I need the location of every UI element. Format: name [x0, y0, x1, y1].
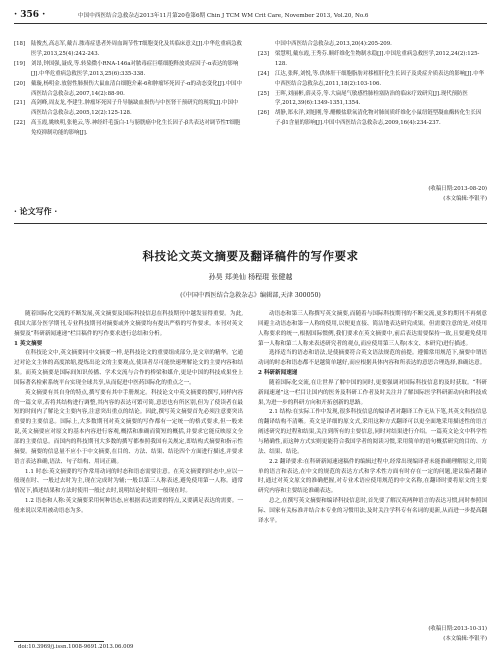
section-heading: 2 科研新闻速递: [258, 370, 298, 377]
body-received-date: (收稿日期:2013-10-31): [428, 626, 487, 632]
reference-item: [14, 99, 243, 119]
affiliation: (《中国中西医结合急救杂志》编辑部,天津 300050): [180, 292, 321, 299]
reference-number: [18]: [14, 41, 26, 47]
body-paragraph: 在科技论文中,英文摘要同中文摘要一样,是科技论文的重要组成部分,是文章的精华。它通过对论文主体的高度浓缩,提炼出论文的主要观点,使读者尽可能快速理解论文的主要内容和结果。而英文摘要是国际间知识传播、学术交流与合作的桥梁和媒介,更是中国的科技成果登上国际著名检索系统平台实现全球共享,从而促进中医药国际化的重点之一。: [14, 350, 243, 386]
reference-item: [258, 50, 487, 70]
body-paragraph: 动语态和第三人称撰写英文摘要,而随着与国际科技期刊的不断交流,更多的期刊不再刻意回避主动语态和第一人称的使用,以便更直接、简洁地表达研究成果。但需要注意的是,对使用人称要求的统一,根据国际惯例,我们要求在英文摘要中,前后表达需要保持一致,且要避免使用第一人称和第二人称来表述研究者的观点,而应使用第三人称(本文、本研究)进行描述。: [258, 311, 487, 347]
body-paragraph: 1.1 时态:英文摘要的写作常用动词的时态和语态需要注意。在英文摘要的时态中,应以一般现在时、一般过去时为主,现在完成时为辅;一般以第三人称表述,避免使用第一人称。通常情况下,描述结果和方法时使用一般过去时,说明结论时使用一般现在时。: [14, 468, 243, 495]
authors: 孙昊 郑美仙 杨程琨 张健越: [208, 273, 293, 281]
body-paragraph: 英文摘要有其自身的特点,撰写要有其中手册规定。科技论文中英文摘要的撰写,同样内容的一篇文章,若将其结构进行调整,其内容的表达可繁可简,意思也有所区别,但为了使读者在最短的时间内了解论文主要内容,注意突出重点的结论。因此,撰写英文摘要首先必须注意要突出重要的主要信息。国际上,大多数期刊对英文摘要的写作都有一定统一的格式要求,但一般来说,英文摘要应对原文的基本内容进行客观,概括和准确而简短的概括,并要求它能反映原文全部的主要信息。而国内的科技期刊大多数的撰写都参照我国有关规定,即结构式摘要和指示性摘要。摘要的信息量不应小于中文摘要,在目的、方法、结果、结论四个方面进行描述,并要求语言表达准确,语法、句子结构、用词正确。: [14, 389, 243, 465]
reference-text: 高玉霞,姚映明,张艳云,等.神经纤毛蛋白-1与膀胱癌中化生长因子-β共表达对调节性T细胞免疫抑制功能的影响[J].: [31, 120, 241, 137]
doi: doi:10.3969/j.issn.1008-9691.2013.06.009: [18, 644, 134, 650]
reference-item: [14, 60, 243, 80]
body-paragraph: 随着国际化交流的不断发展,英文摘要及国际科技信息在科技期刊中越发显得重要。为此,我国大部分医学期刊,专业科技期刊对摘要或外文摘要均有提出严格的写作要求。本刊对英文摘要及“科研新闻速递”栏目稿件的写作要求进行总结和分析。: [14, 311, 243, 337]
reference-item: [258, 109, 487, 129]
footer-rule: [14, 641, 104, 642]
reference-item: [14, 40, 243, 60]
body-paragraph: 1.2 语态和人称:英文摘要采用何种语态,应根据表达需要的特点,又要满足表达的需要。一般来说以采用被动语态为多。: [14, 498, 243, 514]
reference-item: [258, 90, 487, 110]
reference-list-right: [258, 40, 487, 162]
reference-text: 梁慧明,戴东霞,王秀芬.顺纤维化生物制水稳[J].中国危重病急救医学,2012,24(2):125-128.: [275, 50, 480, 67]
reference-list-left: [14, 40, 243, 198]
reference-number: [23]: [258, 50, 270, 57]
reference-text: 戴璇,杨明金.放射性肺损伤大鼠血清白细胞介素-6和肿瘤坏死因子-α的动态变化[J].中国中西医结合急救杂志,2007,14(2):88-90.: [31, 80, 242, 97]
reference-number: [25]: [258, 90, 270, 97]
reference-item: [258, 70, 487, 90]
section-heading: 1 英文摘要: [14, 340, 43, 347]
article-title: 科技论文英文摘要及翻译稿件的写作要求: [142, 249, 359, 263]
body-right-column: [258, 310, 487, 625]
reference-number: [26]: [258, 110, 270, 117]
running-header: 中国中西医结合急救杂志2013年11月第20卷第6期 Chin J TCM WM Crit Care, November 2013, Vol.20, No.6: [78, 13, 369, 19]
header-rule: [14, 23, 487, 24]
reference-text: 刘昂,钟国强,聂成,等.转染微小RNA-146a对脓毒症巨噬细胞释放炎症因子-α表达的影响[J].中华危重病急救医学,2013,25(6):335-338.: [31, 60, 239, 77]
body-left-column: [14, 310, 243, 635]
body-paragraph: 随着国际化交流,在让世界了解中国的同时,更要强调对国际科技信息的及时获取。“科研新闻速递”这一栏目让国内的医务及科研工作者及时关注并了解国际医学科研新动向和科技成果,为进一步的科研方向和开拓创新的思路。: [258, 379, 487, 406]
page-number: · 356 ·: [14, 10, 46, 20]
reference-text: 江达,张辉,刘悦,等.供体肝干细胞脂肪对移植肝化生长因子及炎症介质表达的影响[J].中华中西医结合急救杂志,2011,18(2):103-106.: [275, 70, 484, 87]
editor-note: (本文编辑:李银平): [443, 196, 487, 202]
reference-number: [22]: [14, 120, 26, 127]
reference-item: [14, 80, 243, 100]
reference-item: [258, 40, 487, 50]
reference-number: [20]: [14, 80, 26, 87]
section-label: · 论文写作 ·: [14, 206, 58, 216]
received-date: (收稿日期:2013-08-20): [428, 186, 487, 192]
reference-item: [14, 119, 243, 139]
reference-text: 中国中西医结合急救杂志,2013,20(4):205-209.: [275, 41, 392, 47]
reference-text: 陆俊杰,高志军,戴吉.脓毒症患者外周血调节性T细胞变化及其临床意义[J].中华危重病急救医学,2013,25(4):242-243.: [31, 41, 242, 57]
body-paragraph: 总之,在撰写英文摘要和编译科技信息时,首先要了解汉英两种语言的表达习惯,同时参照国际、国家有关标准并结合本专业的习惯用法,及时关注学科专有名词的更新,从而进一步提高翻译水平。: [258, 498, 487, 524]
body-paragraph: 2.2 翻译要求:在科研新闻速递稿件的编辑过程中,经常出现编译者未能准确理解原文,用简单的语言和表达,在中文的规范的表达方式和学术性方面有时存在一定的问题,建议编者翻译时,通过对英文原文的准确把握,对专业术语应使用规范的中文名称,在翻译时要将原文的主要研究内容和主要结论准确表达。: [258, 458, 487, 495]
reference-number: [21]: [14, 100, 26, 107]
section-rule: [14, 223, 487, 224]
reference-number: [19]: [14, 60, 26, 67]
reference-number: [24]: [258, 70, 270, 77]
reference-number: [258, 40, 275, 50]
reference-text: 高剑峰,周友龙,李建生.肿瘤坏死因子升导脑缺血损伤与中医肾干预研究的现状[J].中国中西医结合急救杂志,2005,12(2):125-128.: [31, 100, 239, 117]
body-paragraph: 2.1 结构:在实际工作中发现,很多科技信息的编译者对翻译工作无从下笔,其英文科技信息的翻译结构不清晰。英文是详细的原文式,采用这种方式翻译可以更全面地采用描述性的语言阐述研究的过程和结果,关注到所有的主要信息,同时对结果进行介绍。一篇英文论文中科学性与精确性,而这种方式实则更能符合我国学者的阅读习惯,采用简单的语句概括研究的目的、方法、结果、结论。: [258, 409, 487, 455]
reference-text: 胡静,郑永洋,刘旭刚,等.醋酸盐联氧清化物对肺间质纤维化小鼠纽链型凝血酶转化生长因子-β1含量的影响[J].中国中西医结合急救杂志,2009,16(4):234-237.: [275, 110, 482, 127]
reference-text: 王晖,刘丽彬,薛灵芬,等.大扁尾气敏感性肺栓塞防治的临床疗效研究[J].现代预防医学,2012,39(6):1349-1351,1354.: [275, 90, 468, 107]
body-editor-note: (本文编辑:李银平): [443, 636, 487, 642]
body-paragraph: 选择适当的语态和语法,是使摘要符合英文语法规范的前提。遵循常用规范下,摘要中谓语动词的时态和语态都不是越简单越好,而应根据具体内容和所表达的意思合理选择,准确达意。: [258, 350, 487, 367]
